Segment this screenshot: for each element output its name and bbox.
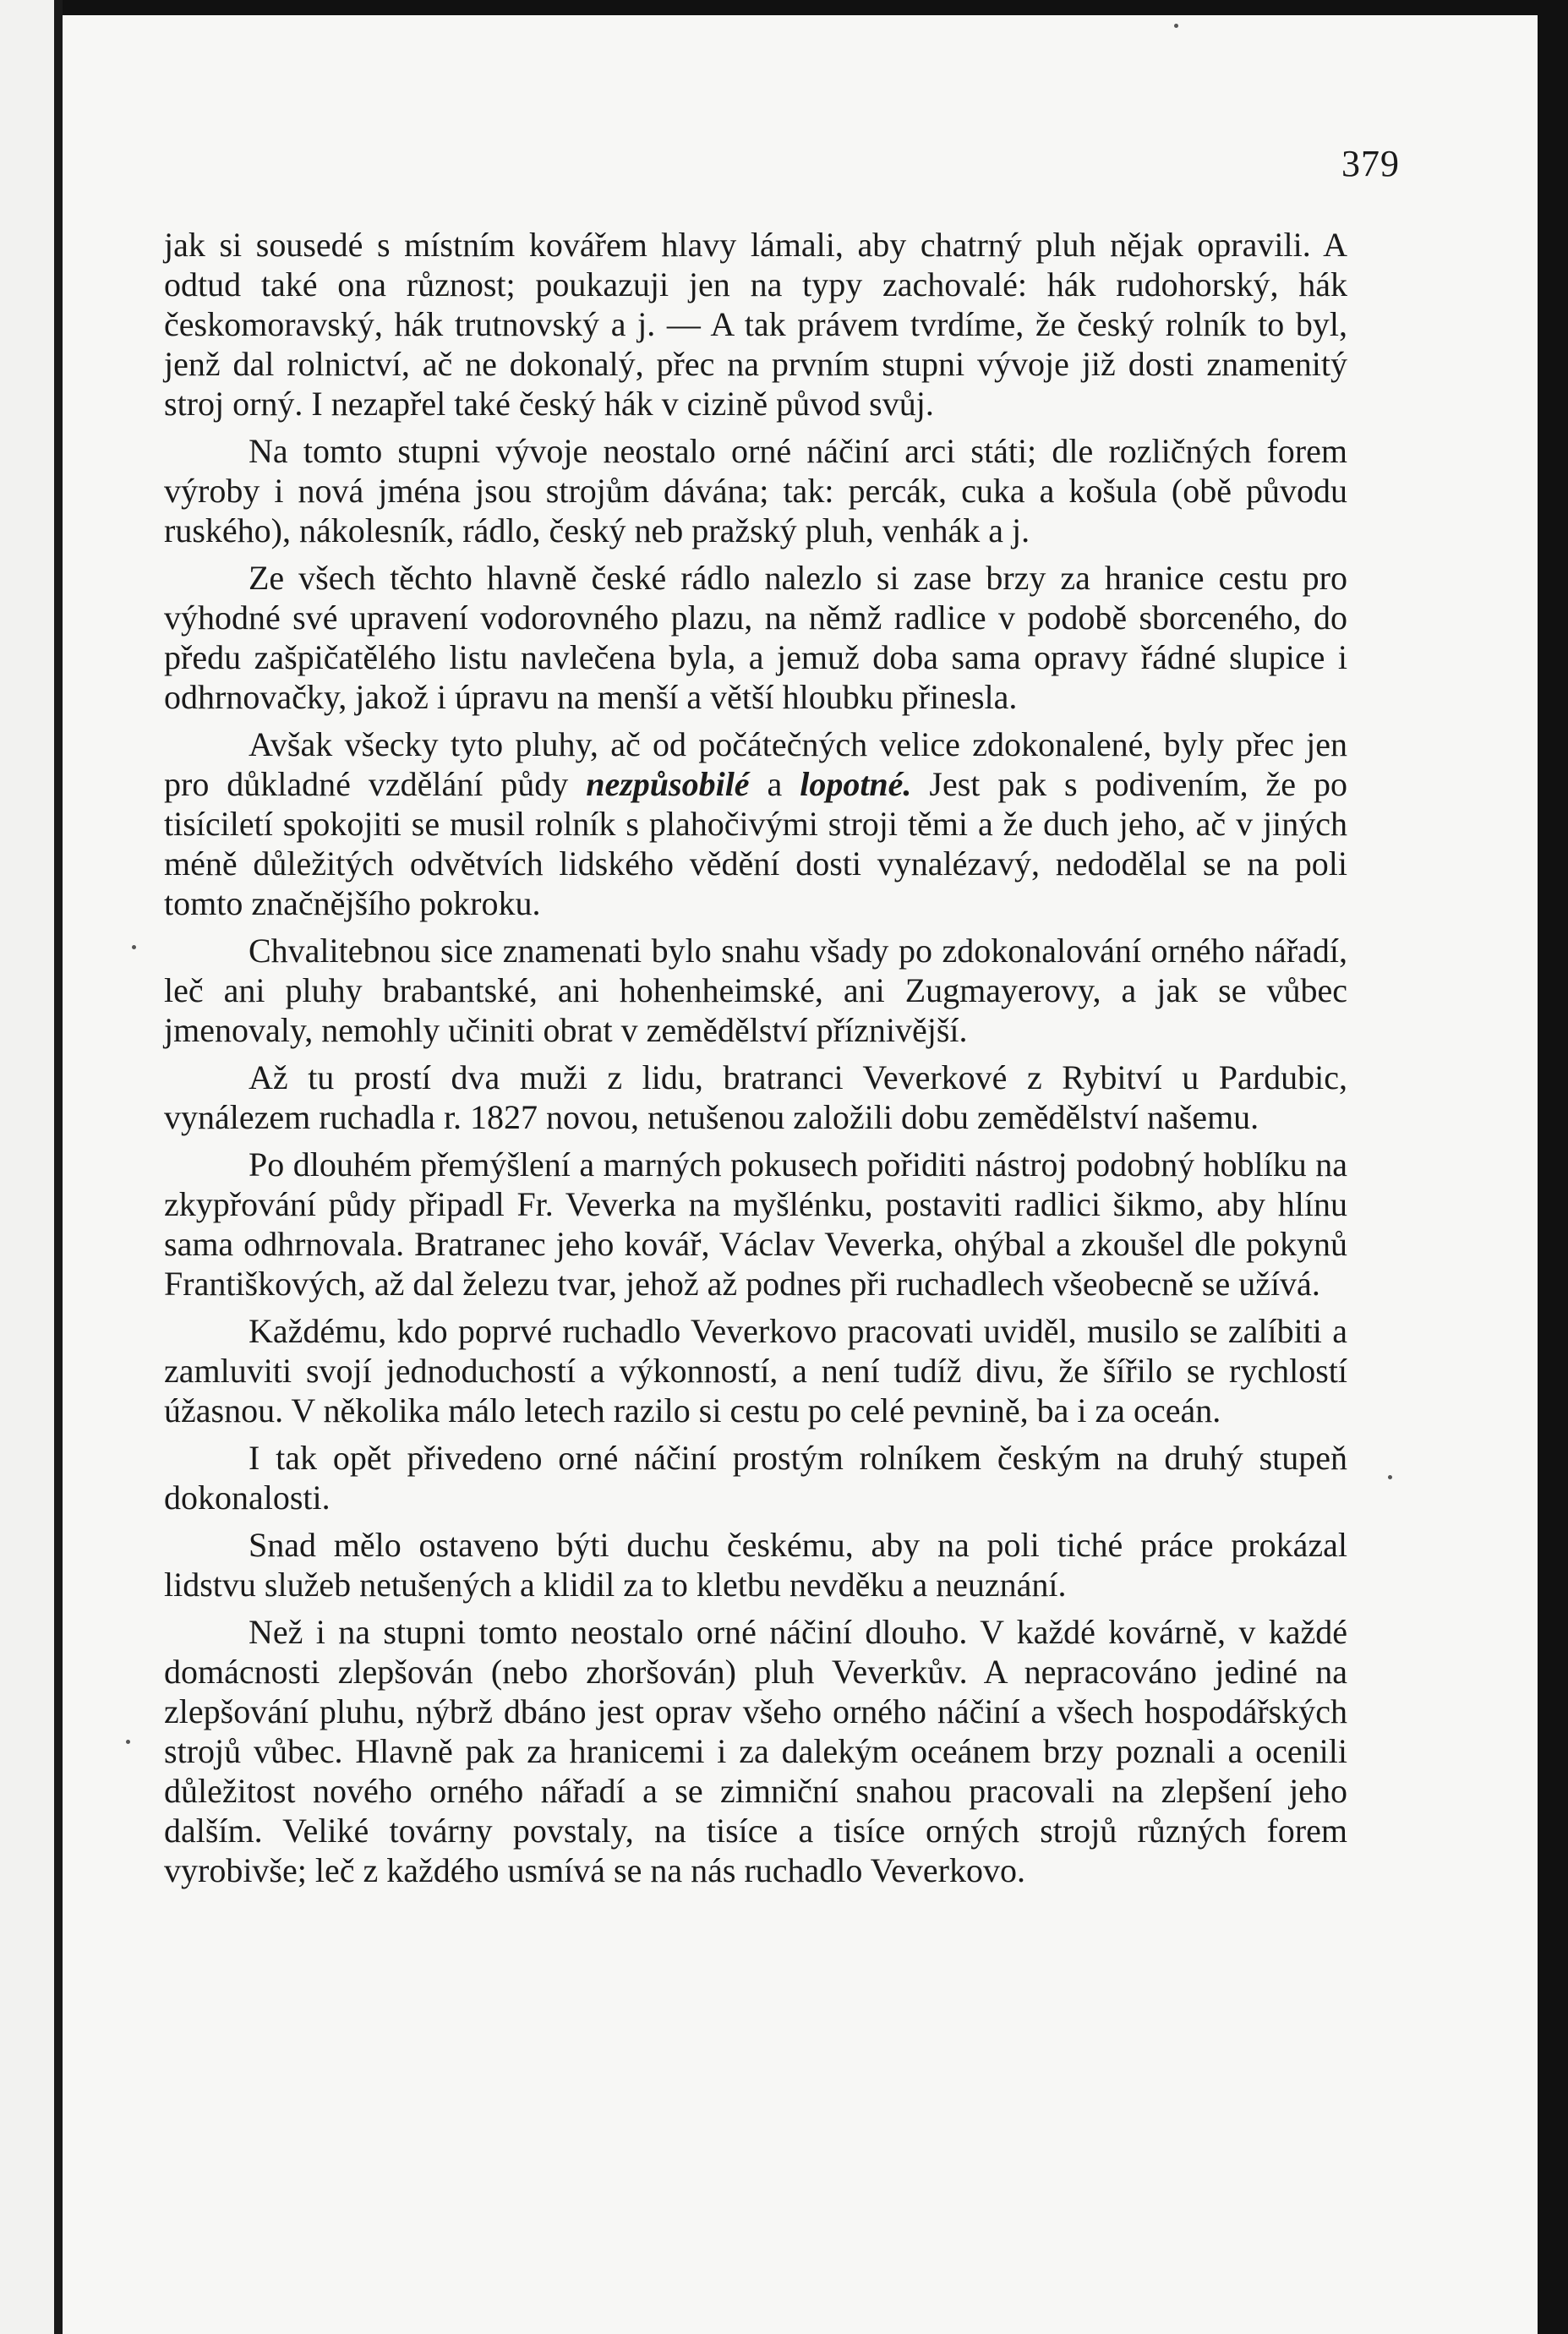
paragraph-4-text-mid: a	[749, 765, 800, 803]
emphasis-lopotne: lopotné.	[800, 765, 912, 803]
book-page	[63, 15, 1538, 2334]
print-speck	[1174, 24, 1178, 28]
page-body	[164, 225, 1347, 1898]
paragraph-6: Až tu prostí dva muži z lidu, bratranci Veverkové z Rybitví u Pardubic, vynálezem ruchadla r. 1827 novou, netušenou založili dobu zemědělství našemu.	[164, 1058, 1347, 1136]
paragraph-11: Než i na stupni tomto neostalo orné náčiní dlouho. V každé kovárně, v každé domácnosti zlepšován (nebo zhoršován) pluh Veverkův. A nepracováno jediné na zlepšování pluhu, nýbrž dbáno jest oprav všeho orného náčiní a všech hospodářských strojů vůbec. Hlavně pak za hranicemi i za dalekým oceánem brzy poznali a ocenili důležitost nového orného nářadí a se zimniční snahou pracovali na zlepšení jeho dalším. Veliké továrny povstaly, na tisíce a tisíce orných strojů různých forem vyrobivše; leč z každého usmívá se na nás ruchadlo Veverkovo.	[164, 1613, 1347, 1889]
paragraph-10: Snad mělo ostaveno býti duchu českému, aby na poli tiché práce prokázal lidstvu služeb netušených a klidil za to kletbu nevděku a neuznání.	[164, 1526, 1347, 1604]
paragraph-2: Na tomto stupni vývoje neostalo orné náčiní arci státi; dle rozličných forem výroby i nová jména jsou strojům dávána; tak: percák, cuka a košula (obě původu ruského), nákolesník, rádlo, český neb pražský pluh, venhák a j.	[164, 432, 1347, 549]
paragraph-4-text-after: Jest pak s podivením, že po tisíciletí spokojiti se musil rolník s plahočivými stroji těmi a že duch jeho, ač v jiných méně důležitých odvětvích lidského vědění dosti vynalézavý, nedodělal se na poli tomto značnějšího pokroku.	[164, 765, 1348, 922]
paragraph-4	[164, 724, 1347, 923]
page-number: 379	[1341, 143, 1400, 184]
paragraph-5: Chvalitebnou sice znamenati bylo snahu všady po zdokonalování orného nářadí, leč ani pluhy brabantské, ani hohenheimské, ani Zugmayerovy, a jak se vůbec jmenovaly, nemohly učiniti obrat v zemědělství příznivější.	[164, 932, 1347, 1049]
paragraph-4-text-before: Avšak všecky tyto pluhy, ač od počátečných velice zdokonalené, byly přec jen pro důkladné vzdělání půdy	[164, 725, 1347, 803]
paragraph-1: jak si sousedé s místním kovářem hlavy lámali, aby chatrný pluh nějak opravili. A odtud také ona různost; poukazuji jen na typy zachovalé: hák rudohorský, hák českomoravský, hák trutnovský a j. — A tak právem tvrdíme, že český rolník to byl, jenž dal rolnictví, ač ne dokonalý, přec na prvním stupni vývoje již dosti znamenitý stroj orný. I nezapřel také český hák v cizině původ svůj.	[164, 226, 1347, 423]
print-speck	[1388, 1475, 1392, 1479]
adjacent-page-strip	[0, 0, 54, 2334]
emphasis-nezpusobile: nezpůsobilé	[586, 765, 750, 803]
print-speck	[126, 1740, 130, 1744]
paragraph-8: Každému, kdo poprvé ruchadlo Veverkovo pracovati uviděl, musilo se zalíbiti a zamluviti svojí jednoduchostí a výkonností, a není tudíž divu, že šířilo se rychlostí úžasnou. V několika málo letech razilo si cestu po celé pevnině, ba i za oceán.	[164, 1312, 1347, 1429]
print-speck	[132, 945, 136, 949]
paragraph-3: Ze všech těchto hlavně české rádlo nalezlo si zase brzy za hranice cestu pro výhodné své upravení vodorovného plazu, na němž radlice v podobě sborceného, do předu zašpičatělého listu navlečena byla, a jemuž doba sama opravy řádné slupice i odhrnovačky, jakož i úpravu na menší a větší hloubku přinesla.	[164, 559, 1347, 716]
book-gutter	[54, 0, 63, 2334]
paragraph-9: I tak opět přivedeno orné náčiní prostým rolníkem českým na druhý stupeň dokonalosti.	[164, 1439, 1347, 1517]
paragraph-7: Po dlouhém přemýšlení a marných pokusech pořiditi nástroj podobný hoblíku na zkypřování půdy připadl Fr. Veverka na myšlénku, postaviti radlici šikmo, aby hlínu sama odhrnovala. Bratranec jeho kovář, Václav Veverka, ohýbal a zkoušel dle pokynů Františkových, až dal železu tvar, jehož až podnes při ruchadlech všeobecně se užívá.	[164, 1145, 1347, 1303]
